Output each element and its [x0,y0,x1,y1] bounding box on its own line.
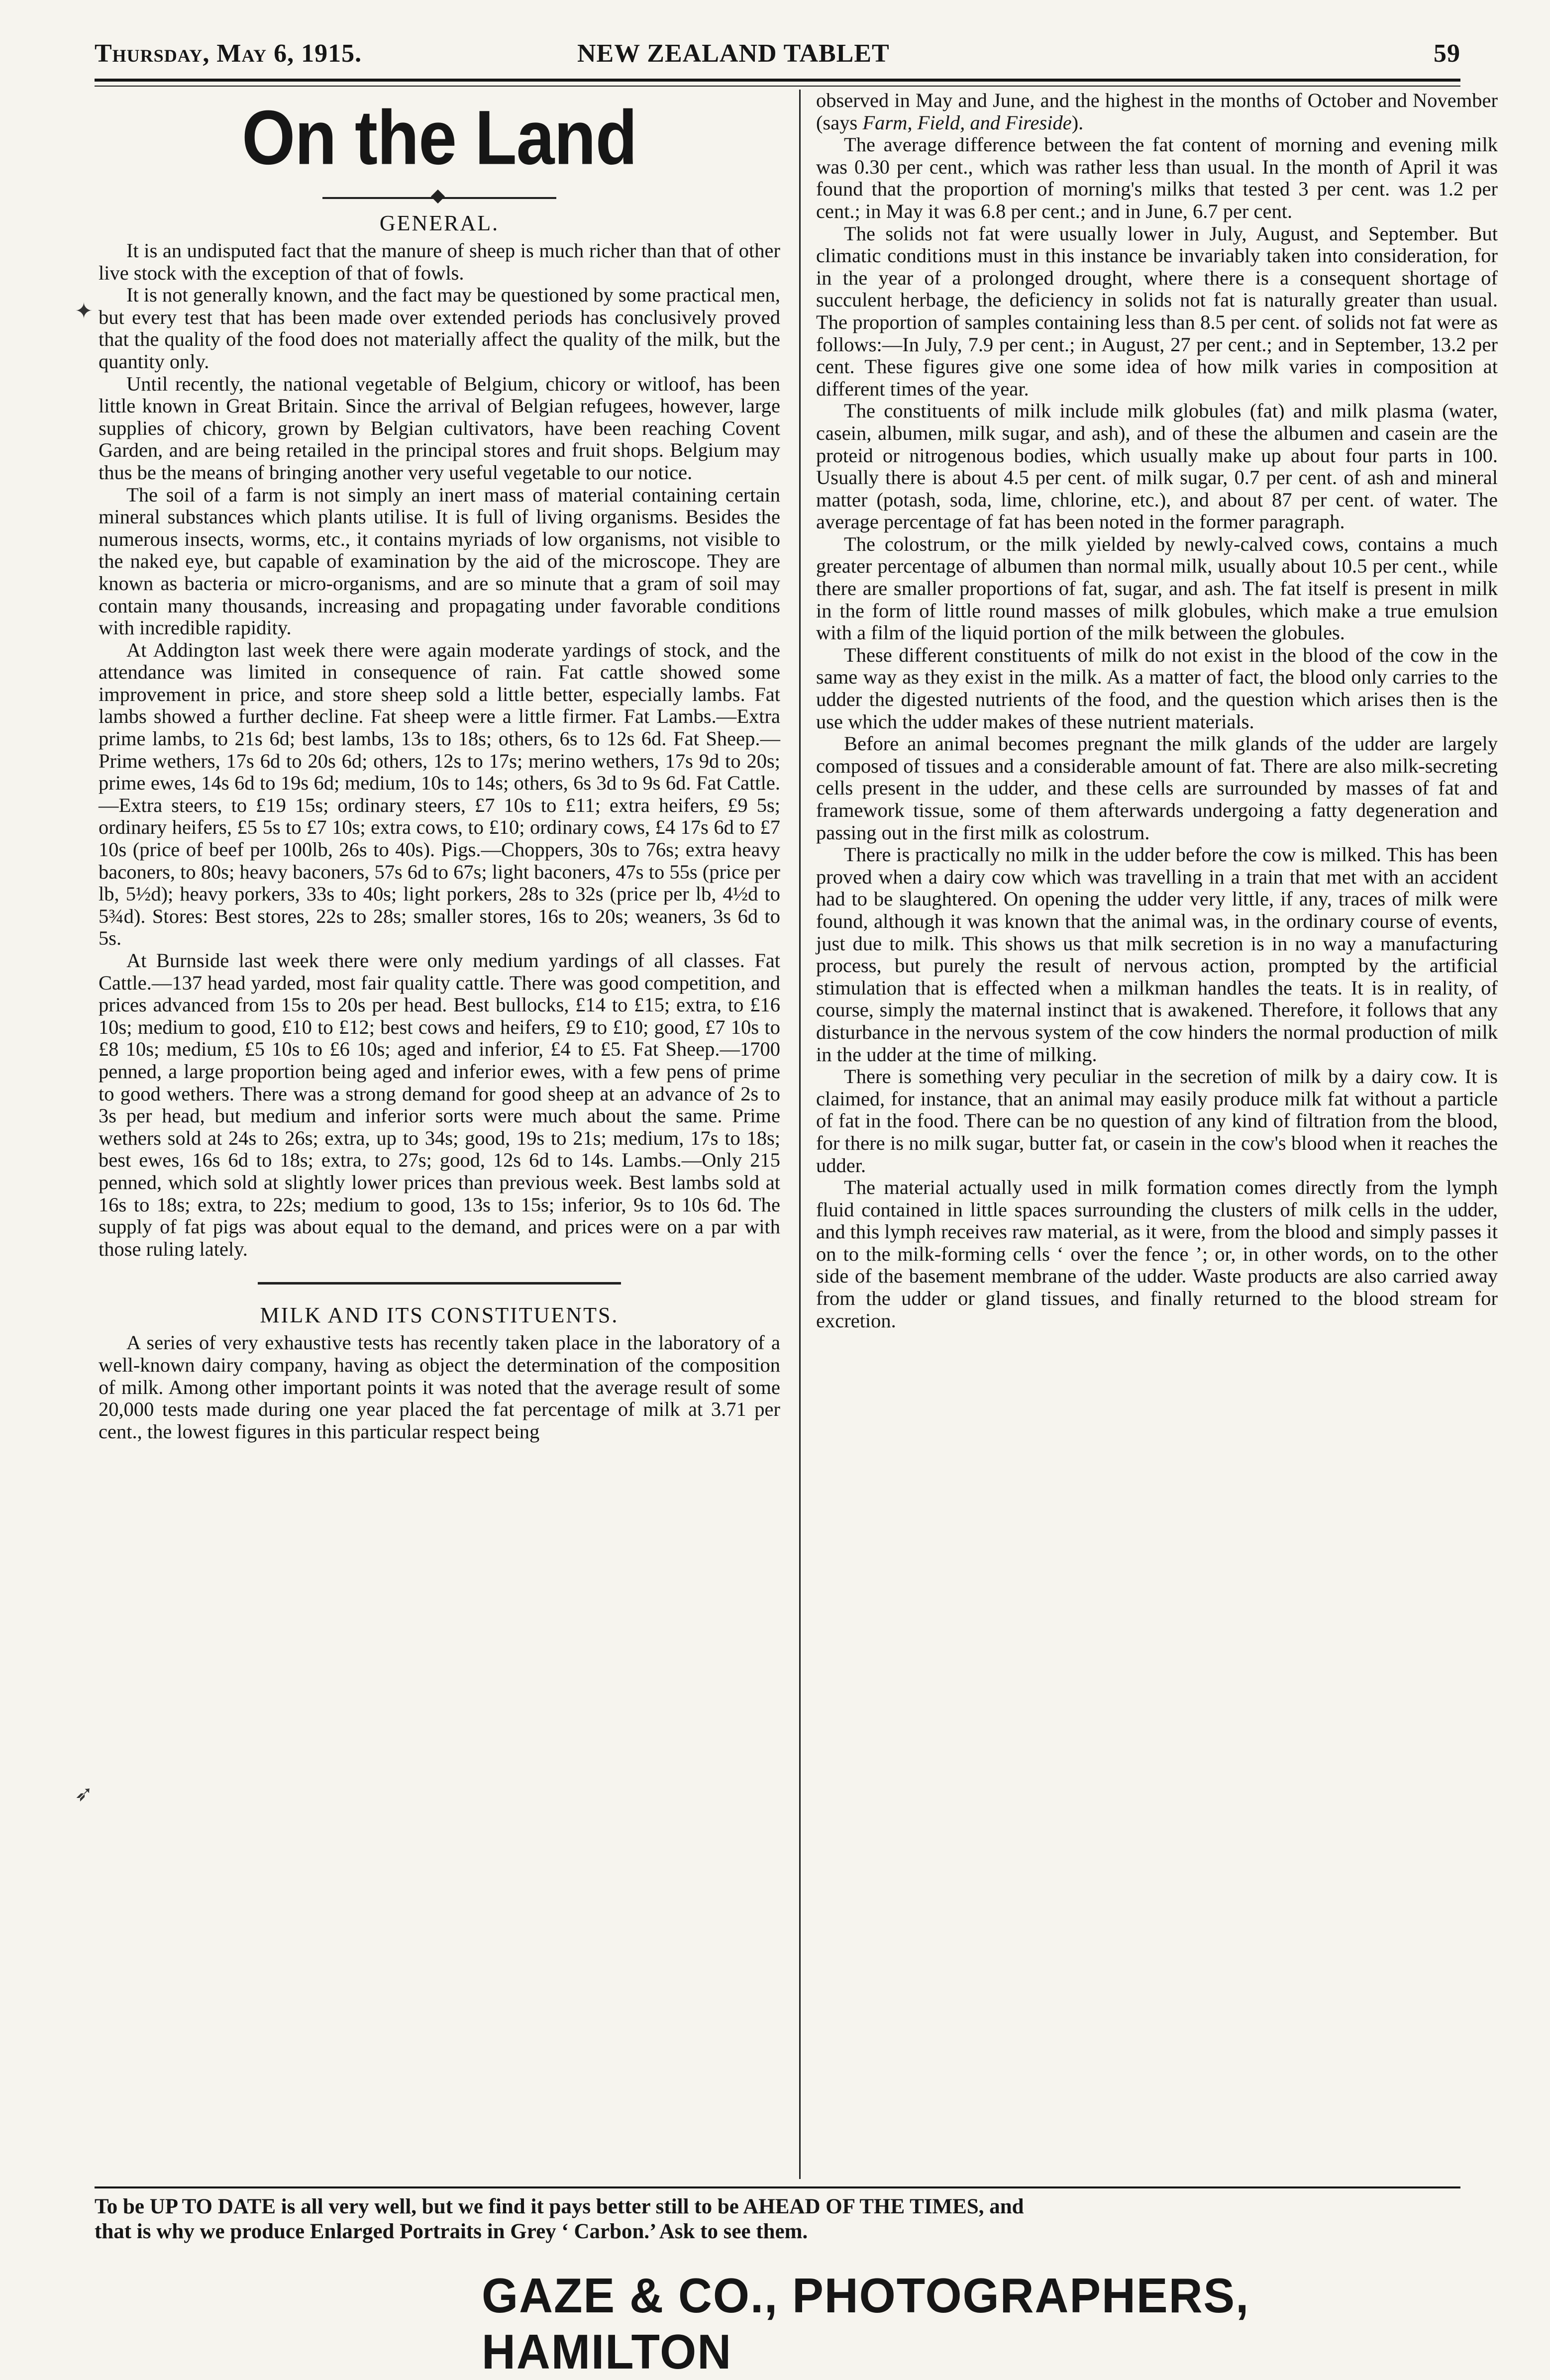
advert-brand: GAZE & CO., PHOTOGRAPHERS, HAMILTON [482,2268,1250,2379]
column-divider [799,90,801,2179]
article-paragraph: Until recently, the national vegetable of Belgium, chicory or witloof, has been little known in Great Britain. Since the arrival of Belgian refugees, however, large supplies of chicory, grown by Belgian cultivators, have been reaching Covent Garden, and are being retailed in the principal stores and fruit shops. Belgium may thus be the means of bringing another very useful vegetable to our notice. [99,372,780,484]
general-heading: GENERAL. [379,211,500,235]
article-paragraph: The average difference between the fat content of morning and evening milk was 0.30 per cent., which was rather less than usual. In the month of April it was found that the proportion of morning's milks that tested 3 per cent. was 1.2 per cent.; in May it was 6.8 per cent.; and in June, 6.7 per cent. [816,133,1498,222]
header-rule-thin [95,86,1460,87]
footer-rule [95,2186,1460,2188]
article-paragraph: At Addington last week there were again moderate yardings of stock, and the attendance was limited in consequence of rain. Fat cattle showed some improvement in price, and store sheep sold a little better, especially lambs. Fat lambs showed a further decline. Fat sheep were a little firmer. Fat Lambs.—Extra prime lambs, to 21s 6d; best lambs, 13s to 18s; others, 6s to 12s 6d. Fat Sheep.—Prime wethers, 17s 6d to 20s 6d; others, 12s to 17s; merino wethers, 17s 9d to 20s; prime ewes, 14s 6d to 19s 6d; medium, 10s to 14s; others, 6s 3d to 9s 6d. Fat Cattle.—Extra steers, to £19 15s; ordinary steers, £7 10s to £11; extra heifers, £9 5s; ordinary heifers, £5 5s to £7 10s; extra cows, to £10; ordinary cows, £4 17s 6d to £7 10s (price of beef per 100lb, 26s to 40s). Pigs.—Choppers, 30s to 76s; extra heavy baconers, to 80s; heavy baconers, 57s 6d to 67s; light baconers, 47s to 55s (price per lb, 5½d); heavy porkers, 33s to 40s; light porkers, 28s to 32s (price per lb, 4½d to 5¾d). Stores: Best stores, 22s to 28s; smaller stores, 16s to 20s; weaners, 3s 6d to 5s. [99,638,780,950]
page-header [95,39,1460,79]
ornament-rule [99,194,780,201]
source-citation: Farm, Field, and Fireside [862,111,1072,134]
section-divider [258,1282,621,1285]
left-column [99,90,780,1443]
header-rule [95,79,1460,82]
continuation-text: observed in May and June, and the highest in the months of October and November (says [816,89,1498,134]
article-paragraph: A series of very exhaustive tests has recently taken place in the laboratory of a well-known dairy company, having as object the determination of the composition of milk. Among other important points it was noted that the average result of some 20,000 tests made during one year placed the fat percentage of milk at 3.71 per cent., the lowest figures in this particular respect being [99,1331,780,1443]
continuation-end: ). [1071,111,1084,134]
publication-title: NEW ZEALAND TABLET [577,39,890,68]
article-paragraph: The solids not fat were usually lower in July, August, and September. But climatic conditions must in this instance be invariably taken into consideration, for in the year of a prolonged drought, where there is a consequent shortage of succulent herbage, the deficiency in solids not fat is naturally greater than usual. The proportion of samples containing less than 8.5 per cent. of solids not fat were as follows:—In July, 7.9 per cent.; in August, 27 per cent.; and in September, 13.2 per cent. These figures give one some idea of how milk varies in composition at different times of the year. [816,222,1498,400]
article-paragraph: At Burnside last week there were only medium yardings of all classes. Fat Cattle.—137 head yarded, most fair quality cattle. There was good competition, and prices advanced from 15s to 20s per head. Best bullocks, £14 to £15; extra, to £16 10s; medium to good, £10 to £12; best cows and heifers, £9 to £10; good, £7 10s to £8 10s; medium, £5 10s to £6 10s; aged and inferior, £4 to £5. Fat Sheep.—1700 penned, a large proportion being aged and inferior ewes, with a few pens of prime to good wethers. There was a strong demand for good sheep at an advance of 2s to 3s per head, but medium and inferior sorts were much about the same. Prime wethers sold at 24s to 26s; extra, up to 34s; good, 19s to 21s; medium, 17s to 18s; best ewes, 16s 6d to 18s; extra, to 27s; good, 12s 6d to 14s. Lambs.—Only 215 penned, which sold at slightly lower prices than previous week. Best lambs sold at 16s to 18s; extra, to 22s; medium to good, 13s to 15s; inferior, 9s to 10s 6d. The supply of fat pigs was about equal to the demand, and prices were on a par with those ruling lately. [99,949,780,1260]
article-paragraph: It is not generally known, and the fact may be questioned by some practical men, but every test that has been made over extended periods has conclusively proved that the quality of the food does not materially affect the quality of the milk, but the quantity only. [99,284,780,373]
advert-line-1: To be UP TO DATE is all very well, but we find it pays better still to be AHEAD OF THE TIMES, and [95,2195,1024,2218]
milk-heading: MILK AND ITS CONSTITUENTS. [260,1303,619,1328]
page-number: 59 [1434,39,1460,68]
article-paragraph: The soil of a farm is not simply an inert mass of material containing certain mineral substances which plants utilise. It is full of living organisms. Besides the numerous insects, worms, etc., it contains myriads of low organisms, not visible to the naked eye, but capable of examination by the aid of the microscope. They are known as bacteria or micro-organisms, and are so minute that a gram of soil may contain many thousands, increasing and propagating under favorable conditions with incredible rapidity. [99,483,780,639]
issue-date: Thursday, May 6, 1915. [95,39,362,68]
article-paragraph: The material actually used in milk formation comes directly from the lymph fluid contained in little spaces surrounding the clusters of milk cells in the udder, and this lymph receives raw material, as it were, from the blood and simply passes it on to the milk-forming cells ‘ over the fence ’; or, in other words, on to the other side of the basement membrane of the udder. Waste products are also carried away from the udder or gland tissues, and finally returned to the blood stream for excretion. [816,1176,1498,1332]
section-masthead: On the Land [242,95,637,181]
continuation-paragraph [816,90,1498,134]
article-paragraph: The colostrum, or the milk yielded by newly-calved cows, contains a much greater percentage of albumen than normal milk, usually about 10.5 per cent., while there are smaller proportions of fat, sugar, and ash. The fat itself is present in milk in the form of little round masses of milk globules, which make a true emulsion with a film of the liquid portion of the milk between the globules. [816,532,1498,644]
article-paragraph: These different constituents of milk do not exist in the blood of the cow in the same way as they exist in the milk. As a matter of fact, the blood only carries to the udder the digested nutrients of the food, and the question which arises then is the use which the udder makes of these nutrient materials. [816,643,1498,733]
margin-mark-icon: ✦ [75,299,93,323]
margin-arrow-icon: ➶ [75,1782,93,1806]
article-paragraph: There is something very peculiar in the secretion of milk by a dairy cow. It is claimed, for instance, that an animal may easily produce milk fat without a particle of fat in the food. There can be no question of any kind of filtration from the blood, for there is no milk sugar, butter fat, or casein in the cow's blood when it reaches the udder. [816,1065,1498,1177]
article-paragraph: The constituents of milk include milk globules (fat) and milk plasma (water, casein, albumen, milk sugar, and ash), and of these the albumen and casein are the proteid or nitrogenous bodies, which usually make up about four parts in 100. Usually there is about 4.5 per cent. of milk sugar, 0.7 per cent. of ash and mineral matter (potash, soda, lime, chlorine, etc.), and about 87 per cent. of water. The average percentage of fat has been noted in the former paragraph. [816,399,1498,533]
right-column [816,90,1498,1332]
article-paragraph: There is practically no milk in the udder before the cow is milked. This has been proved when a dairy cow which was travelling in a train that met with an accident had to be slaughtered. On opening the udder very little, if any, traces of milk were found, although it was known that the animal was, in the ordinary course of events, just due to milk. This shows us that milk secretion is in no way a manufacturing process, but purely the result of nervous action, prompted by the artificial stimulation that is effected when a milkman handles the teats. It is in reality, of course, simply the maternal instinct that is awakened. Therefore, it follows that any disturbance in the nervous system of the cow hinders the normal production of milk in the udder at the time of milking. [816,843,1498,1066]
advert-line-2: that is why we produce Enlarged Portraits in Grey ‘ Carbon.’ Ask to see them. [95,2220,808,2243]
diamond-icon [431,190,445,203]
article-paragraph: Before an animal becomes pregnant the milk glands of the udder are largely composed of tissues and a considerable amount of fat. There are also milk-secreting cells present in the udder, and these cells are surrounded by masses of fat and framework tissue, some of them afterwards undergoing a fatty degeneration and passing out in the first milk as colostrum. [816,732,1498,844]
article-paragraph: It is an undisputed fact that the manure of sheep is much richer than that of other live stock with the exception of that of fowls. [99,239,780,284]
